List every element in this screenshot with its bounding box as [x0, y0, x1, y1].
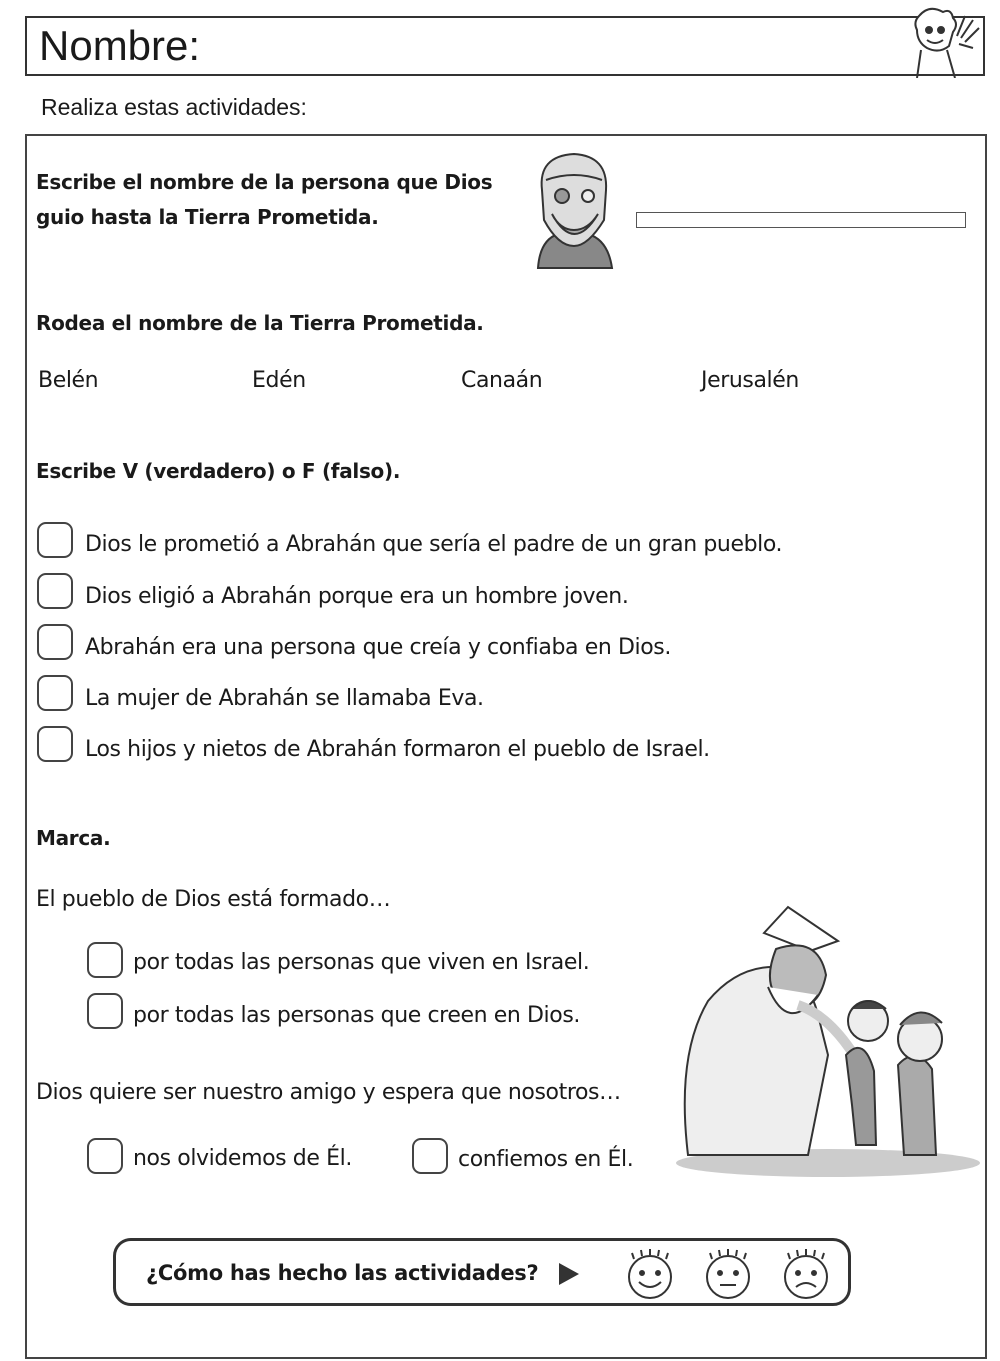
name-label: Nombre: — [39, 22, 201, 69]
name-box — [25, 16, 985, 76]
q3-heading: Escribe V (verdadero) o F (falso). — [36, 459, 401, 483]
self-assessment-label: ¿Cómo has hecho las actividades? — [146, 1261, 539, 1285]
vf-checkbox-3[interactable] — [37, 624, 73, 660]
mark-checkbox-2[interactable] — [87, 993, 123, 1029]
neutral-face-icon[interactable] — [707, 1249, 749, 1298]
q4-heading: Marca. — [36, 826, 111, 850]
option-belen[interactable]: Belén — [38, 368, 99, 393]
q1-answer-field[interactable] — [636, 212, 966, 228]
vf-statement-2: Dios eligió a Abrahán porque era un hombre joven. — [85, 584, 629, 609]
q1-heading-line1: Escribe el nombre de la persona que Dios — [36, 170, 493, 194]
play-arrow-icon — [559, 1263, 579, 1285]
vf-checkbox-4[interactable] — [37, 675, 73, 711]
mark-checkbox-3[interactable] — [87, 1138, 123, 1174]
elder-with-children-illustration-icon — [668, 905, 980, 1180]
option-eden[interactable]: Edén — [252, 368, 306, 393]
vf-statement-4: La mujer de Abrahán se llamaba Eva. — [85, 686, 484, 711]
q4-prompt-1: El pueblo de Dios está formado… — [36, 887, 391, 912]
waving-boy-icon — [899, 6, 985, 78]
mark-checkbox-4[interactable] — [412, 1138, 448, 1174]
mark-checkbox-1[interactable] — [87, 942, 123, 978]
mark-option-4: confiemos en Él. — [458, 1147, 634, 1172]
q2-heading: Rodea el nombre de la Tierra Prometida. — [36, 311, 484, 335]
option-jerusalen[interactable]: Jerusalén — [701, 368, 799, 393]
happy-face-icon[interactable] — [629, 1249, 671, 1298]
faces-group — [606, 1247, 836, 1303]
vf-statement-1: Dios le prometió a Abrahán que sería el padre de un gran pueblo. — [85, 532, 783, 557]
vf-checkbox-5[interactable] — [37, 726, 73, 762]
vf-statement-5: Los hijos y nietos de Abrahán formaron el pueblo de Israel. — [85, 737, 710, 762]
option-canaan[interactable]: Canaán — [461, 368, 543, 393]
instruction-text: Realiza estas actividades: — [41, 94, 307, 120]
vf-statement-3: Abrahán era una persona que creía y confiaba en Dios. — [85, 635, 671, 660]
mark-option-1: por todas las personas que viven en Israel. — [133, 950, 590, 975]
vf-checkbox-1[interactable] — [37, 522, 73, 558]
vf-checkbox-2[interactable] — [37, 573, 73, 609]
self-assessment-bar — [113, 1238, 851, 1306]
mark-option-3: nos olvidemos de Él. — [133, 1146, 352, 1171]
q1-heading-line2: guio hasta la Tierra Prometida. — [36, 205, 379, 229]
mark-option-2: por todas las personas que creen en Dios. — [133, 1003, 580, 1028]
sad-face-icon[interactable] — [785, 1249, 827, 1298]
moses-illustration-icon — [528, 150, 618, 272]
q4-prompt-2: Dios quiere ser nuestro amigo y espera que nosotros… — [36, 1080, 621, 1105]
